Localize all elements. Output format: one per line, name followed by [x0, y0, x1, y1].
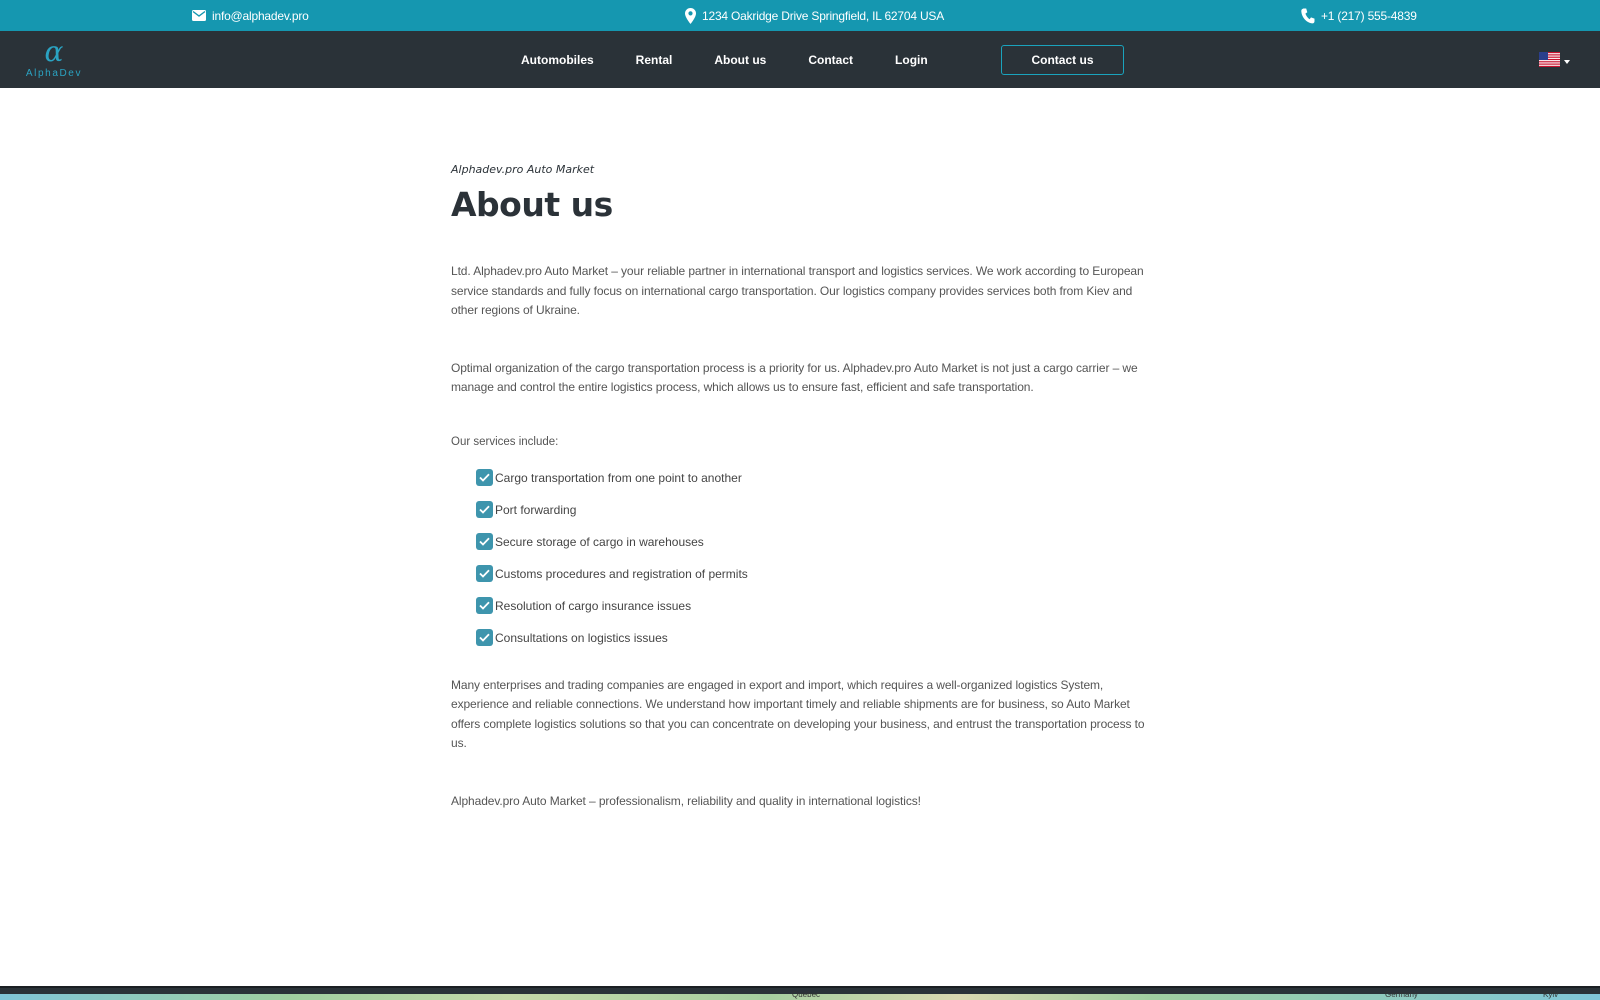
logo-text: AlphaDev [25, 68, 83, 79]
about-content [451, 163, 1156, 811]
page-eyebrow: Alphadev.pro Auto Market [451, 163, 595, 176]
service-label: Secure storage of cargo in warehouses [495, 534, 704, 549]
chevron-down-icon [1564, 60, 1570, 64]
top-info-bar [0, 0, 1600, 31]
logo-mark: α [44, 35, 64, 68]
service-label: Consultations on logistics issues [495, 630, 668, 645]
us-flag-icon [1539, 52, 1560, 72]
list-item [476, 622, 1156, 654]
nav-link-about-us[interactable]: About us [714, 52, 767, 67]
nav-menu [521, 31, 970, 88]
nav-link-automobiles[interactable]: Automobiles [521, 52, 594, 67]
phone-contact[interactable] [1301, 0, 1417, 31]
email-text[interactable]: info@alphadev.pro [212, 8, 309, 23]
service-label: Port forwarding [495, 502, 577, 517]
check-icon [476, 597, 493, 614]
alphadev-logo[interactable] [23, 35, 85, 82]
address-contact [685, 0, 944, 31]
check-icon [476, 469, 493, 486]
service-label: Cargo transportation from one point to another [495, 470, 742, 485]
map-label-quebec: Quebec [792, 990, 821, 999]
tagline-paragraph: Alphadev.pro Auto Market – professionalism, reliability and quality in international logistics! [451, 793, 921, 808]
intro-paragraph: Ltd. Alphadev.pro Auto Market – your reliable partner in international transport and logistics services. We work according to European service standards and fully focus on international cargo transportation. Our logistics company provides services both from Kiev and other regions of Ukraine. [451, 264, 1144, 317]
map-label-kyiv: Kyiv [1543, 990, 1559, 999]
envelope-icon [192, 10, 206, 21]
main-navbar [0, 31, 1600, 88]
phone-text[interactable]: +1 (217) 555-4839 [1321, 8, 1417, 23]
address-text: 1234 Oakridge Drive Springfield, IL 62704 USA [702, 8, 945, 23]
service-label: Resolution of cargo insurance issues [495, 598, 692, 613]
page-title: About us [451, 185, 613, 224]
language-selector[interactable] [1539, 52, 1570, 72]
check-icon [476, 501, 493, 518]
service-label: Customs procedures and registration of permits [495, 566, 748, 581]
logistics-paragraph: Many enterprises and trading companies are engaged in export and import, which requires a well-organized logistics System, experience and reliable connections. We understand how important timely and reliable shipments are for business, so Auto Market offers complete logistics solutions so that you can concentrate on developing your business, and entrust the transportation process to us. [451, 677, 1145, 750]
check-icon [476, 533, 493, 550]
check-icon [476, 629, 493, 646]
list-item [476, 462, 1156, 494]
nav-link-rental[interactable]: Rental [635, 52, 673, 67]
process-paragraph: Optimal organization of the cargo transportation process is a priority for us. Alphadev.pro Auto Market is not just a cargo carrier – we manage and control the entire logistics process, which allows us to ensure fast, efficient and safe transportation. [451, 360, 1138, 394]
map-label-germany: Germany [1385, 990, 1418, 999]
list-item [476, 558, 1156, 590]
email-contact[interactable] [192, 0, 309, 31]
nav-link-contact[interactable]: Contact [808, 52, 854, 67]
services-list [476, 462, 1156, 654]
list-item [476, 526, 1156, 558]
list-item [476, 494, 1156, 526]
services-intro: Our services include: [451, 435, 559, 448]
list-item [476, 590, 1156, 622]
check-icon [476, 565, 493, 582]
phone-icon [1301, 8, 1315, 24]
nav-link-login[interactable]: Login [895, 52, 928, 67]
map-pin-icon [685, 8, 696, 24]
contact-us-button[interactable]: Contact us [1001, 45, 1124, 75]
